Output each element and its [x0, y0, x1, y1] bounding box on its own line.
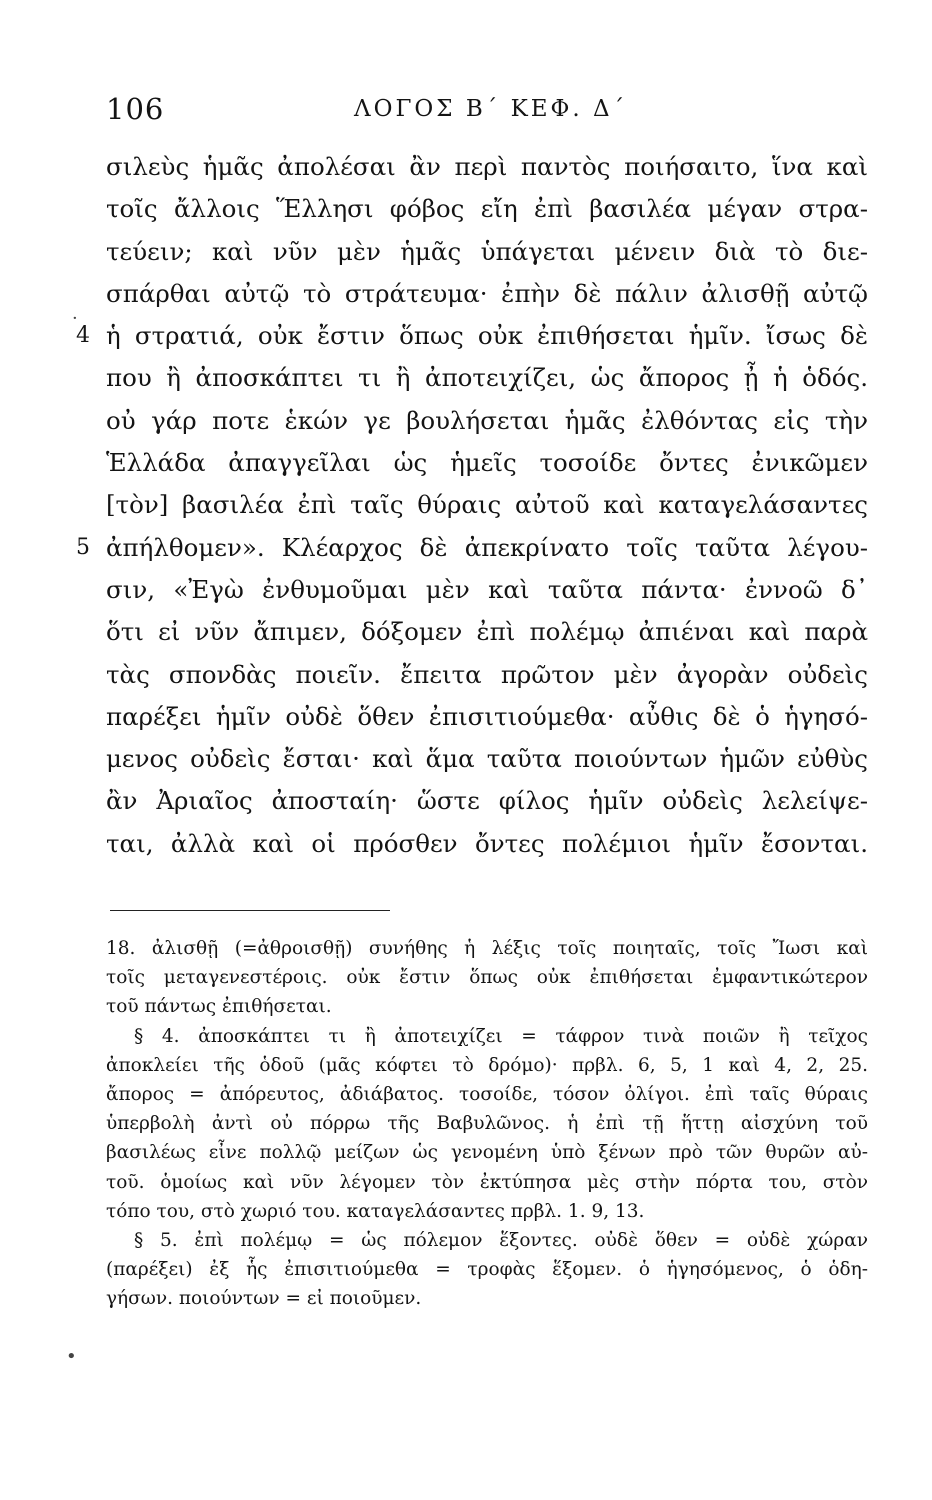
text-line [106, 780, 868, 822]
note-line: τοῖς μεταγενεστέροις. οὐκ ἔστιν ὅπως οὐκ ἐπιθήσεται ἐμφαντικώτερον [106, 967, 868, 989]
note-line: βασιλέως εἶνε πολλῷ μείζων ὡς γενομένη ὑπὸ ξένων πρὸ τῶν θυρῶν αὐ- [106, 1142, 868, 1164]
text-line [106, 273, 868, 315]
section-number: 4 [76, 323, 90, 349]
line-text: μενος οὐδεὶς ἔσται· καὶ ἅμα ταῦτα ποιούντων ἡμῶν εὐθὺς [106, 744, 868, 774]
text-line [106, 823, 868, 865]
note-line: τόπο του, στὸ χωριό του. καταγελάσαντες πρβλ. 1. 9, 13. [106, 1200, 645, 1222]
section-number: 5 [76, 534, 90, 560]
text-line [106, 357, 868, 399]
note-line: τοῦ πάντως ἐπιθήσεται. [106, 996, 332, 1018]
line-text: οὐ γάρ ποτε ἑκών γε βουλήσεται ἡμᾶς ἐλθόντας εἰς τὴν [106, 405, 868, 435]
text-line [76, 527, 868, 569]
note-line: ὑπερβολὴ ἀντὶ οὐ πόρρω τῆς Βαβυλῶνος. ἡ ἐπὶ τῇ ἥττῃ αἰσχύνη τοῦ [106, 1113, 868, 1135]
note-line: τοῦ. ὁμοίως καὶ νῦν λέγομεν τὸν ἐκτύπησα μὲς στὴν πόρτα του, στὸν [106, 1171, 868, 1193]
text-line [106, 400, 868, 442]
line-text: σπάρθαι αὐτῷ τὸ στράτευμα· ἐπὴν δὲ πάλιν ἀλισθῇ αὐτῷ [106, 278, 868, 308]
text-line [106, 484, 868, 526]
text-line [76, 315, 868, 357]
line-text: τεύειν; καὶ νῦν μὲν ἡμᾶς ὑπάγεται μένειν διὰ τὸ διε- [106, 236, 868, 266]
text-line [106, 442, 868, 484]
line-text: Ἑλλάδα ἀπαγγεῖλαι ὡς ἡμεῖς τοσοίδε ὄντες ἐνικῶμεν [106, 448, 868, 478]
line-text: σιλεὺς ἡμᾶς ἀπολέσαι ἂν περὶ παντὸς ποιήσαιτο, ἵνα καὶ [106, 152, 868, 181]
page-header [106, 92, 866, 132]
note-line: ἄπορος = ἀπόρευτος, ἀδιάβατος. τοσοίδε, τόσον ὀλίγοι. ἐπὶ ταῖς θύραις [106, 1083, 868, 1105]
text-line [106, 569, 868, 611]
line-text: τοῖς ἄλλοις Ἕλλησι φόβος εἴη ἐπὶ βασιλέα μέγαν στρα- [106, 194, 868, 224]
line-text: ἡ στρατιά, οὐκ ἔστιν ὅπως οὐκ ἐπιθήσεται ἡμῖν. ἴσως δὲ [106, 321, 868, 351]
line-text: ἂν Ἀριαῖος ἀποσταίη· ὥστε φίλος ἡμῖν οὐδεὶς λελείψε- [106, 786, 868, 816]
commentary-notes [106, 934, 868, 1313]
note-line: § 5. ἐπὶ πολέμῳ = ὡς πόλεμον ἕξοντες. οὐδὲ ὅθεν = οὐδὲ χώραν [134, 1229, 868, 1251]
page-number: 106 [106, 92, 165, 126]
margin-speck: • [66, 1346, 77, 1367]
main-text [76, 146, 868, 865]
footnote-separator [110, 910, 390, 911]
line-text: που ἢ ἀποσκάπτει τι ἢ ἀποτειχίζει, ὡς ἄπορος ᾖ ἡ ὁδός. [106, 363, 868, 393]
line-text: παρέξει ἡμῖν οὐδὲ ὅθεν ἐπισιτιούμεθα· αὖθις δὲ ὁ ἡγησό- [106, 701, 868, 731]
text-line [106, 146, 868, 188]
note-line: ἀποκλείει τῆς ὁδοῦ (μᾶς κόφτει τὸ δρόμο)· πρβλ. 6, 5, 1 καὶ 4, 2, 25. [106, 1054, 868, 1076]
note-line: (παρέξει) ἐξ ἧς ἐπισιτιούμεθα = τροφὰς ἕξομεν. ὁ ἡγησόμενος, ὁ ὁδη- [106, 1259, 868, 1281]
line-text: [τὸν] βασιλέα ἐπὶ ταῖς θύραις αὐτοῦ καὶ καταγελάσαντες [106, 490, 868, 520]
line-text: σιν, «Ἐγὼ ἐνθυμοῦμαι μὲν καὶ ταῦτα πάντα· ἐννοῶ δ᾽ [106, 574, 868, 604]
line-text: ὅτι εἰ νῦν ἄπιμεν, δόξομεν ἐπὶ πολέμῳ ἀπιέναι καὶ παρὰ [106, 617, 868, 647]
line-text: τὰς σπονδὰς ποιεῖν. ἔπειτα πρῶτον μὲν ἀγορὰν οὐδεὶς [106, 659, 868, 689]
margin-speck: · [72, 308, 78, 329]
text-line [106, 738, 868, 780]
note-line: γήσων. ποιούντων = εἰ ποιοῦμεν. [106, 1288, 422, 1310]
line-text: ται, ἀλλὰ καὶ οἱ πρόσθεν ὄντες πολέμιοι ἡμῖν ἔσονται. [106, 828, 868, 858]
text-line [106, 696, 868, 738]
text-line [106, 654, 868, 696]
line-text: ἀπήλθομεν». Κλέαρχος δὲ ἀπεκρίνατο τοῖς ταῦτα λέγου- [106, 532, 868, 562]
note-line: 18. ἀλισθῇ (=ἀθροισθῇ) συνήθης ἡ λέξις τοῖς ποιηταῖς, τοῖς Ἴωσι καὶ [106, 938, 868, 959]
running-title: ΛΟΓΟΣ Β΄ ΚΕΦ. Δ΄ [354, 96, 628, 122]
text-line [106, 188, 868, 230]
text-line [106, 231, 868, 273]
text-line [106, 611, 868, 653]
note-line: § 4. ἀποσκάπτει τι ἢ ἀποτειχίζει = τάφρον τινὰ ποιῶν ἢ τεῖχος [134, 1025, 868, 1047]
